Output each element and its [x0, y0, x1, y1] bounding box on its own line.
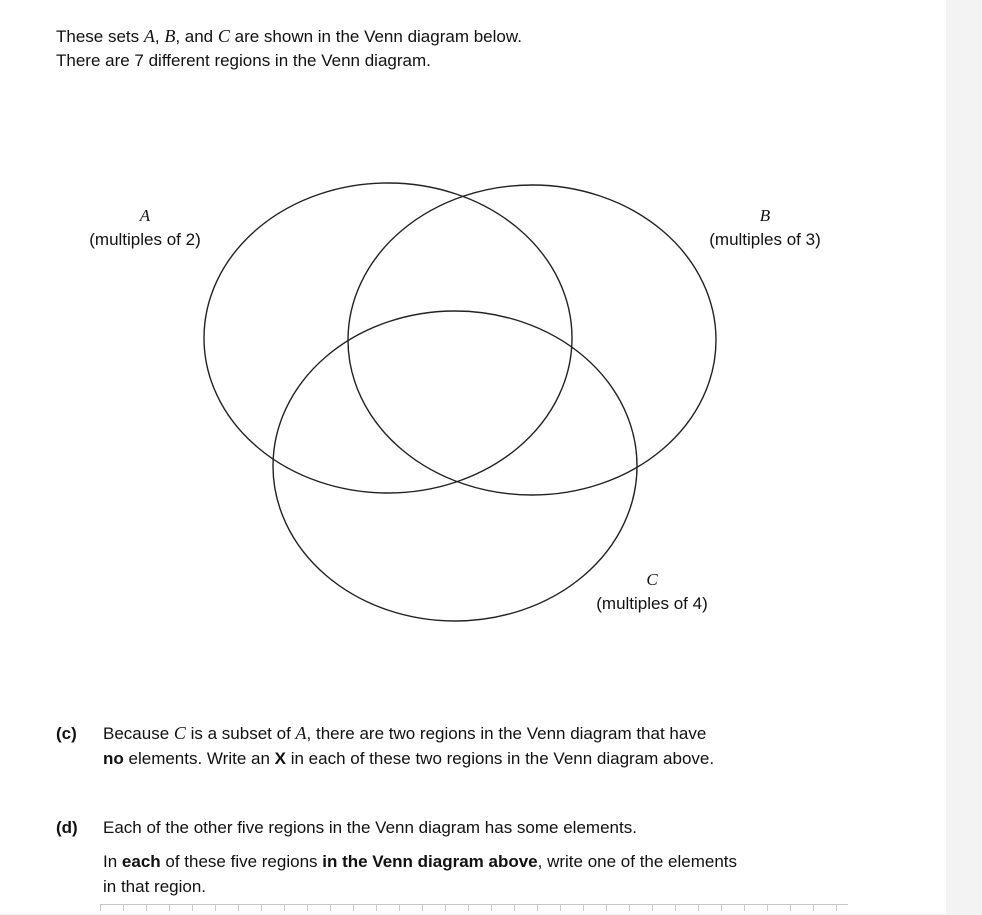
answer-area-edge — [100, 904, 848, 915]
label-b-letter: B — [759, 206, 771, 225]
var-c: C — [173, 723, 186, 743]
set-c-var: C — [217, 26, 230, 46]
set-b-var: B — [164, 26, 176, 46]
label-a-letter: A — [139, 206, 151, 225]
question-d-text: Each of the other five regions in the Venn diagram has some elements. In each of these five regions in the Venn diagram above, write one of the elements in that region. — [103, 818, 738, 896]
label-c-letter: C — [646, 570, 658, 589]
question-d-number: (d) — [56, 818, 78, 837]
set-a-var: A — [143, 26, 155, 46]
question-c-text: Because C is a subset of A, there are two regions in the Venn diagram that have no elements. Write an X in each of these two regions in the Venn diagram above. — [103, 723, 715, 768]
circle-a[interactable] — [204, 183, 572, 493]
var-a: A — [295, 723, 307, 743]
label-a-desc: (multiples of 2) — [89, 230, 201, 249]
label-a — [80, 204, 210, 252]
question-c-number: (c) — [56, 724, 77, 743]
circle-b[interactable] — [348, 185, 716, 495]
label-c-desc: (multiples of 4) — [596, 594, 708, 613]
right-margin — [946, 0, 982, 914]
circle-c[interactable] — [273, 311, 637, 621]
intro-line-1: These sets A, B, and C are shown in the Venn diagram below. — [56, 26, 522, 46]
label-b — [700, 204, 830, 252]
label-b-desc: (multiples of 3) — [709, 230, 821, 249]
intro-line-2: There are 7 different regions in the Venn diagram. — [56, 51, 431, 70]
label-c — [587, 568, 717, 616]
